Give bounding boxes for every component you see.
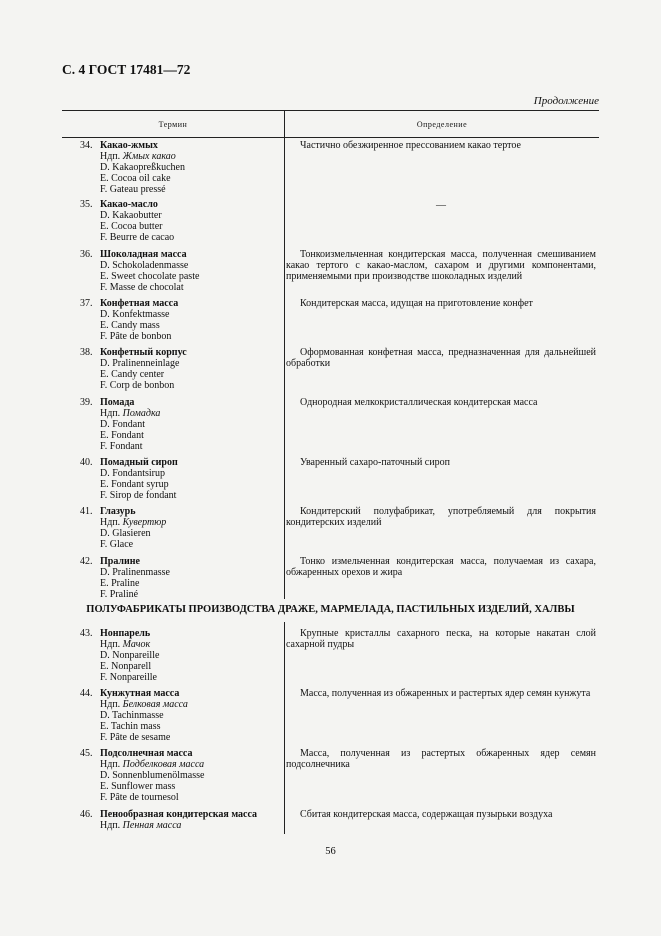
foreign-equivalent: D. Fondant xyxy=(100,419,145,430)
page-number: 56 xyxy=(325,846,336,857)
foreign-equivalent: E. Cocoa butter xyxy=(100,221,163,232)
term-name: Глазурь xyxy=(100,506,136,517)
foreign-equivalent: E. Tachin mass xyxy=(100,721,161,732)
term-entry xyxy=(80,506,280,550)
term-number: 35. xyxy=(80,199,93,210)
term-entry xyxy=(80,688,280,743)
foreign-equivalent: F. Pâte de bonbon xyxy=(100,331,172,342)
foreign-equivalent: F. Masse de chocolat xyxy=(100,282,184,293)
npd-label: Ндп. xyxy=(100,759,123,770)
foreign-equivalent: D. Schokoladenmasse xyxy=(100,260,189,271)
section-title: ПОЛУФАБРИКАТЫ ПРОИЗВОДСТВА ДРАЖЕ, МАРМЕЛАДА, ПАСТИЛЬНЫХ ИЗДЕЛИЙ, ХАЛВЫ xyxy=(86,604,575,615)
foreign-equivalent: F. Fondant xyxy=(100,441,143,452)
term-line xyxy=(80,199,280,210)
term-line xyxy=(80,809,280,820)
term-name: Помадный сироп xyxy=(100,457,178,468)
foreign-equivalent: F. Sirop de fondant xyxy=(100,490,177,501)
npd-label: Ндп. xyxy=(100,151,123,162)
term-number: 46. xyxy=(80,809,93,820)
term-entry xyxy=(80,249,280,293)
term-definition: Кондитерская масса, идущая на приготовление конфет xyxy=(300,298,533,309)
term-name: Какао-масло xyxy=(100,199,158,210)
term-entry xyxy=(80,397,280,452)
foreign-equivalent: F. Glace xyxy=(100,539,134,550)
term-line xyxy=(80,506,280,517)
foreign-equivalent: D. Kakaopreßkuchen xyxy=(100,162,185,173)
npd-term: Мачок xyxy=(122,639,151,650)
foreign-equivalent: E. Fondant xyxy=(100,430,144,441)
continuation-label: Продолжение xyxy=(533,95,599,107)
term-definition: Однородная мелкокристаллическая кондитерская масса xyxy=(300,397,538,408)
term-definition: Сбитая кондитерская масса, содержащая пузырьки воздуха xyxy=(300,809,553,820)
term-number: 43. xyxy=(80,628,93,639)
foreign-equivalent: E. Praline xyxy=(100,578,140,589)
term-line xyxy=(80,688,280,699)
definition-column-header: Определение xyxy=(416,120,468,129)
foreign-equivalent: E. Candy center xyxy=(100,369,165,380)
term-entry xyxy=(80,298,280,342)
foreign-equivalent: E. Cocoa oil cake xyxy=(100,173,171,184)
column-divider xyxy=(284,622,285,834)
npd-label: Ндп. xyxy=(100,408,123,419)
npd-term: Жмых какао xyxy=(122,151,176,162)
term-entry xyxy=(80,457,280,501)
foreign-equivalent: F. Pâte de sesame xyxy=(100,732,171,743)
term-name: Пенообразная кондитерская масса xyxy=(100,809,258,820)
term-number: 39. xyxy=(80,397,93,408)
column-divider xyxy=(284,136,285,599)
term-definition: Частично обезжиренное прессованием какао тертое xyxy=(300,140,521,151)
term-line xyxy=(80,347,280,358)
term-number: 38. xyxy=(80,347,93,358)
term-definition: Тонко измельченная кондитерская масса, получаемая из сахара, обжаренных орехов и жира xyxy=(286,556,596,578)
term-number: 36. xyxy=(80,249,93,260)
term-name: Пралине xyxy=(100,556,140,567)
npd-label: Ндп. xyxy=(100,820,123,831)
term-entry xyxy=(80,140,280,195)
term-number: 37. xyxy=(80,298,93,309)
foreign-equivalent: D. Glasieren xyxy=(100,528,151,539)
foreign-equivalent: F. Gateau pressé xyxy=(100,184,166,195)
term-name: Шоколадная масса xyxy=(100,249,187,260)
foreign-equivalent: D. Sonnenblumenölmasse xyxy=(100,770,205,781)
foreign-equivalent: E. Sunflower mass xyxy=(100,781,176,792)
term-name: Конфетный корпус xyxy=(100,347,187,358)
npd-term: Кувертюр xyxy=(122,517,167,528)
term-name: Какао-жмых xyxy=(100,140,158,151)
page-header: С. 4 ГОСТ 17481—72 xyxy=(62,62,191,77)
foreign-equivalent: E. Sweet chocolate paste xyxy=(100,271,200,282)
term-definition: Уваренный сахаро-паточный сироп xyxy=(300,457,450,468)
foreign-equivalent: D. Pralinenmasse xyxy=(100,567,170,578)
term-line xyxy=(80,628,280,639)
foreign-equivalent: D. Tachinmasse xyxy=(100,710,164,721)
nonrecommended-synonym xyxy=(80,639,280,650)
term-line xyxy=(80,249,280,260)
term-definition: Крупные кристаллы сахарного песка, на которые накатан слой сахарной пудры xyxy=(286,628,596,650)
foreign-equivalent: E. Candy mass xyxy=(100,320,160,331)
foreign-equivalent: D. Pralinenneinlage xyxy=(100,358,180,369)
nonrecommended-synonym xyxy=(80,699,280,710)
nonrecommended-synonym xyxy=(80,408,280,419)
term-name: Помада xyxy=(100,397,135,408)
nonrecommended-synonym xyxy=(80,759,280,770)
term-name: Кунжутная масса xyxy=(100,688,180,699)
foreign-equivalent: D. Konfektmasse xyxy=(100,309,170,320)
term-entry xyxy=(80,556,280,600)
term-entry xyxy=(80,809,280,831)
term-line xyxy=(80,298,280,309)
foreign-equivalent: D. Nonpareille xyxy=(100,650,160,661)
term-name: Подсолнечная масса xyxy=(100,748,193,759)
npd-label: Ндп. xyxy=(100,639,123,650)
term-column-header: Термин xyxy=(158,120,188,129)
term-number: 41. xyxy=(80,506,93,517)
foreign-equivalent: F. Nonpareille xyxy=(100,672,157,683)
term-entry xyxy=(80,199,280,243)
nonrecommended-synonym xyxy=(80,820,280,831)
term-entry xyxy=(80,748,280,803)
foreign-equivalent: F. Corp de bonbon xyxy=(100,380,175,391)
term-number: 40. xyxy=(80,457,93,468)
term-definition: Масса, полученная из обжаренных и растертых ядер семян кунжута xyxy=(300,688,591,699)
foreign-equivalent: F. Beurre de cacao xyxy=(100,232,175,243)
term-line xyxy=(80,457,280,468)
npd-term: Пенная масса xyxy=(122,820,182,831)
nonrecommended-synonym xyxy=(80,151,280,162)
term-line xyxy=(80,140,280,151)
foreign-equivalent: F. Pâte de tournesol xyxy=(100,792,179,803)
npd-term: Подбелковая масса xyxy=(122,759,205,770)
term-line xyxy=(80,397,280,408)
term-number: 44. xyxy=(80,688,93,699)
foreign-equivalent: E. Fondant syrup xyxy=(100,479,169,490)
term-definition: Кондитерский полуфабрикат, употребляемый для покрытия кондитерских изделий xyxy=(286,506,596,528)
npd-term: Помадка xyxy=(122,408,161,419)
term-definition: — xyxy=(436,200,446,211)
term-definition: Оформованная конфетная масса, предназначенная для дальнейшей обработки xyxy=(286,347,596,369)
term-definition: Масса, полученная из растертых обжаренных ядер семян подсолнечника xyxy=(286,748,596,770)
foreign-equivalent: E. Nonparell xyxy=(100,661,152,672)
foreign-equivalent: F. Praliné xyxy=(100,589,139,600)
term-line xyxy=(80,556,280,567)
npd-label: Ндп. xyxy=(100,517,123,528)
foreign-equivalent: D. Kakaobutter xyxy=(100,210,162,221)
term-number: 34. xyxy=(80,140,93,151)
npd-label: Ндп. xyxy=(100,699,123,710)
term-name: Конфетная масса xyxy=(100,298,179,309)
term-number: 42. xyxy=(80,556,93,567)
term-line xyxy=(80,748,280,759)
term-name: Нонпарель xyxy=(100,628,151,639)
nonrecommended-synonym xyxy=(80,517,280,528)
table-header xyxy=(62,110,599,138)
foreign-equivalent: D. Fondantsirup xyxy=(100,468,165,479)
term-entry xyxy=(80,347,280,391)
term-definition: Тонкоизмельченная кондитерская масса, полученная смешиванием какао тертого с какао-маслом, сахаром и другими компонентами, применяемыми при производстве шоколадных изделий xyxy=(286,249,596,282)
term-entry xyxy=(80,628,280,683)
term-number: 45. xyxy=(80,748,93,759)
npd-term: Белковая масса xyxy=(122,699,188,710)
